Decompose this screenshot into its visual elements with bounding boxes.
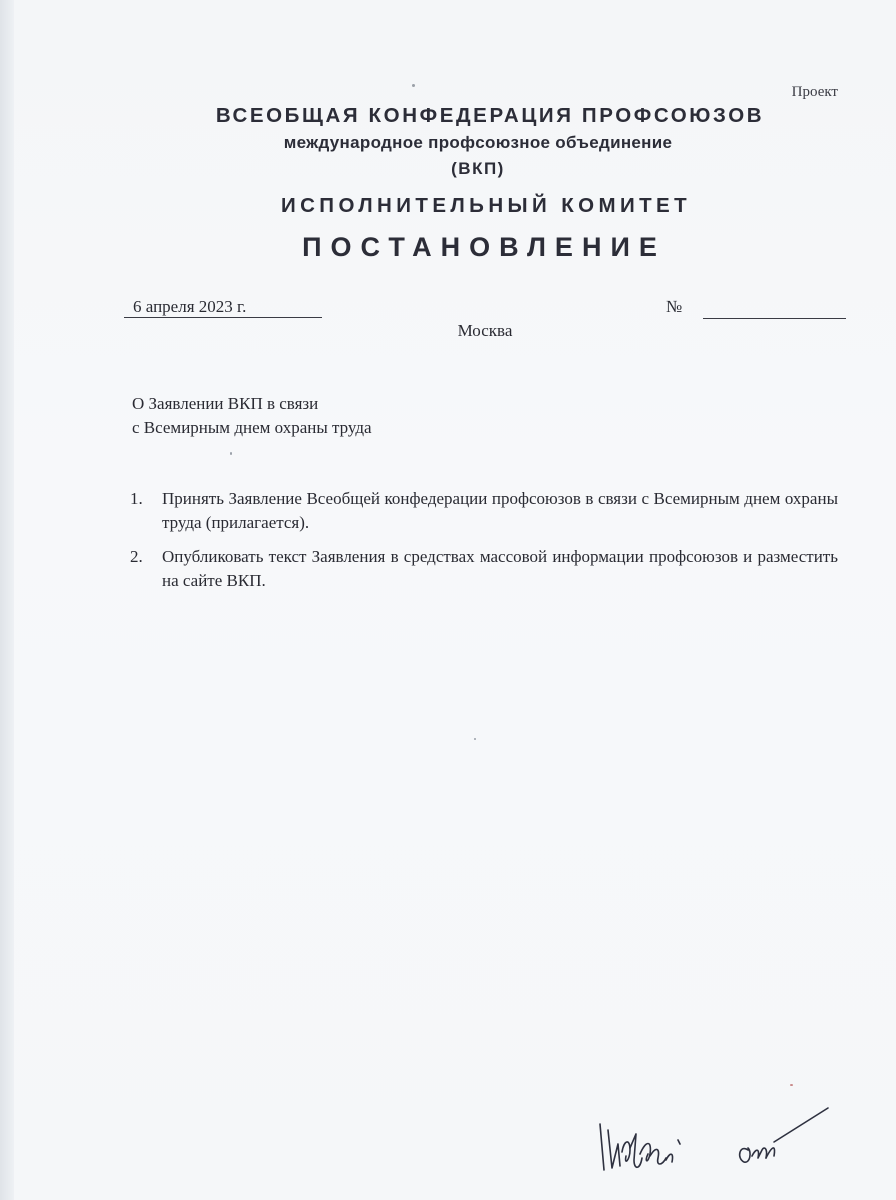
- scan-speck: [790, 1084, 793, 1086]
- subject-line: с Всемирным днем охраны труда: [132, 418, 372, 437]
- document-date: 6 апреля 2023 г.: [124, 297, 322, 318]
- number-blank-line: [703, 318, 846, 319]
- signature-second: [740, 1108, 828, 1162]
- scan-speck: [474, 738, 476, 740]
- document-city: Москва: [457, 321, 513, 340]
- organization-subtitle: международное профсоюзное объединение: [283, 133, 673, 152]
- scan-speck: [412, 84, 415, 87]
- organization-abbreviation: (ВКП): [451, 159, 505, 178]
- committee-title: ИСПОЛНИТЕЛЬНЫЙ КОМИТЕТ: [280, 194, 692, 217]
- item-text: Опубликовать текст Заявления в средствах массовой информации профсоюзов и разместить на сайте ВКП.: [162, 547, 838, 590]
- resolution-item: [130, 545, 838, 593]
- item-number: 1.: [130, 489, 143, 508]
- item-number: 2.: [130, 547, 143, 566]
- draft-stamp: Проект: [791, 84, 838, 100]
- document-type-title: ПОСТАНОВЛЕНИЕ: [302, 232, 666, 262]
- organization-title: ВСЕОБЩАЯ КОНФЕДЕРАЦИЯ ПРОФСОЮЗОВ: [215, 104, 765, 127]
- document-subject: [132, 392, 372, 440]
- scan-edge-shadow: [0, 0, 14, 1200]
- item-text: Принять Заявление Всеобщей конфедерации профсоюзов в связи с Всемирным днем охраны труда (прилагается).: [162, 489, 838, 532]
- resolution-item: [130, 487, 838, 535]
- handwritten-signatures: [590, 1100, 840, 1180]
- signature-initials: [600, 1124, 680, 1170]
- number-label: №: [666, 297, 683, 316]
- scan-speck: [230, 452, 232, 455]
- subject-line: О Заявлении ВКП в связи: [132, 394, 319, 413]
- resolution-items: [130, 487, 838, 603]
